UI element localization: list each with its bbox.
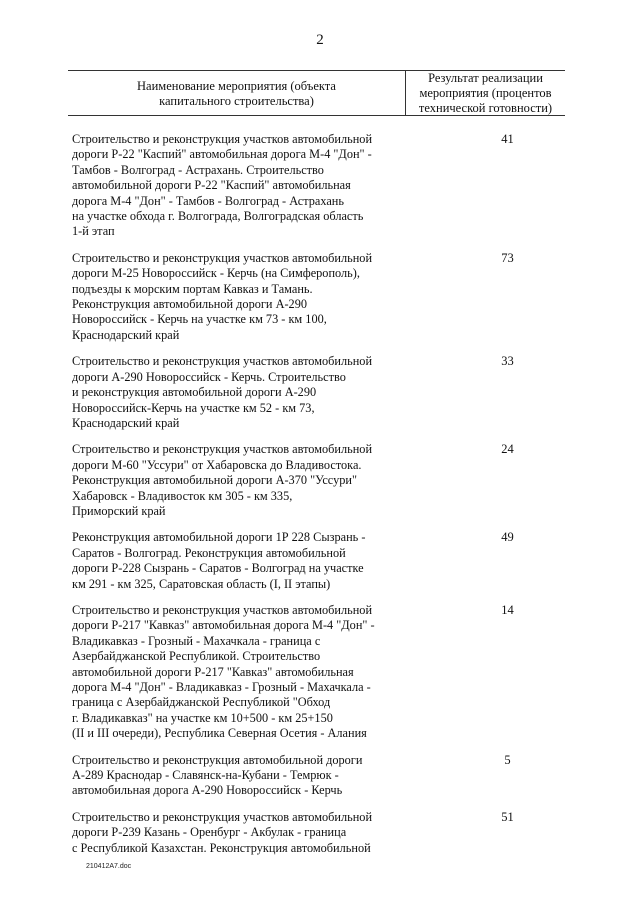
page-number: 2	[316, 32, 324, 48]
table-body	[68, 132, 565, 856]
table-row	[68, 530, 565, 592]
readiness-percent-cell: 33	[501, 354, 514, 369]
readiness-percent-cell: 24	[501, 442, 514, 457]
readiness-percent-cell: 49	[501, 530, 514, 545]
file-footer: 210412A7.doc	[86, 863, 132, 870]
table-row	[68, 251, 565, 343]
event-name-cell: Строительство и реконструкция участков автомобильной дороги Р-239 Казань - Оренбург - Акбулак - граница с Республикой Казахстан. Реконструкция автомобильной	[72, 809, 373, 855]
event-name-cell: Реконструкция автомобильной дороги 1Р 228 Сызрань - Саратов - Волгоград. Реконструкция автомобильной дороги Р-228 Сызрань - Саратов - Волгоград на участке км 291 - км 325, Саратовская область (I, II этапы)	[72, 530, 366, 591]
event-name-cell: Строительство и реконструкция участков автомобильной дороги М-60 "Уссури" от Хабаровска до Владивостока. Реконструкция автомобильной дороги А-370 "Уссури" Хабаровск - Владивосток км 305 - км 335, Приморский край	[72, 442, 373, 518]
table-row	[68, 603, 565, 742]
event-name-cell: Строительство и реконструкция автомобильной дороги А-289 Краснодар - Славянск-на-Кубани - Темрюк - автомобильная дорога А-290 Новороссийск - Керчь	[72, 752, 363, 798]
header-result-text: Результат реализации мероприятия (процентов технической готовности)	[418, 70, 553, 115]
table-row	[68, 810, 565, 856]
table-row	[68, 753, 565, 799]
table-row	[68, 132, 565, 240]
readiness-percent-cell: 5	[504, 752, 511, 767]
readiness-percent-cell: 14	[501, 602, 514, 617]
measures-table	[68, 70, 565, 867]
table-row	[68, 442, 565, 519]
table-row	[68, 354, 565, 431]
event-name-cell: Строительство и реконструкция участков автомобильной дороги М-25 Новороссийск - Керчь (на Симферополь), подъезды к морским портам Кавказ и Тамань. Реконструкция автомобильной дороги А-290 Новороссийск - Керчь на участке км 73 - км 100, Краснодарский край	[72, 250, 373, 342]
event-name-cell: Строительство и реконструкция участков автомобильной дороги А-290 Новороссийск - Керчь. Строительство и реконструкция автомобильной дороги А-290 Новороссийск-Керчь на участке км 52 - км 73, Краснодарский край	[72, 354, 373, 430]
table-header	[68, 70, 565, 116]
event-name-cell: Строительство и реконструкция участков автомобильной дороги Р-217 "Кавказ" автомобильная дорога М-4 "Дон" - Владикавказ - Грозный - Махачкала - граница с Азербайджанской Республикой. Строительство автомобильной дороги Р-217 "Кавказ" автомобильная дорога М-4 "Дон" - Владикавказ - Грозный - Махачкала - граница с Азербайджанской Республикой "Обход г. Владикавказ" на участке км 10+500 - км 25+150 (II и III очереди), Республика Северная Осетия - Алания	[72, 602, 375, 741]
readiness-percent-cell: 73	[501, 250, 514, 265]
header-result	[406, 71, 565, 115]
event-name-cell: Строительство и реконструкция участков автомобильной дороги Р-22 "Каспий" автомобильная дорога М-4 "Дон" - Тамбов - Волгоград - Астрахань. Строительство автомобильной дороги Р-22 "Каспий" автомобильная дорога М-4 "Дон" - Тамбов - Волгоград - Астрахань на участке обхода г. Волгограда, Волгоградская область 1-й этап	[72, 132, 373, 239]
readiness-percent-cell: 51	[501, 809, 514, 824]
header-event-name	[68, 71, 406, 115]
readiness-percent-cell: 41	[501, 132, 514, 146]
header-event-name-text: Наименование мероприятия (объекта капитального строительства)	[137, 79, 336, 108]
